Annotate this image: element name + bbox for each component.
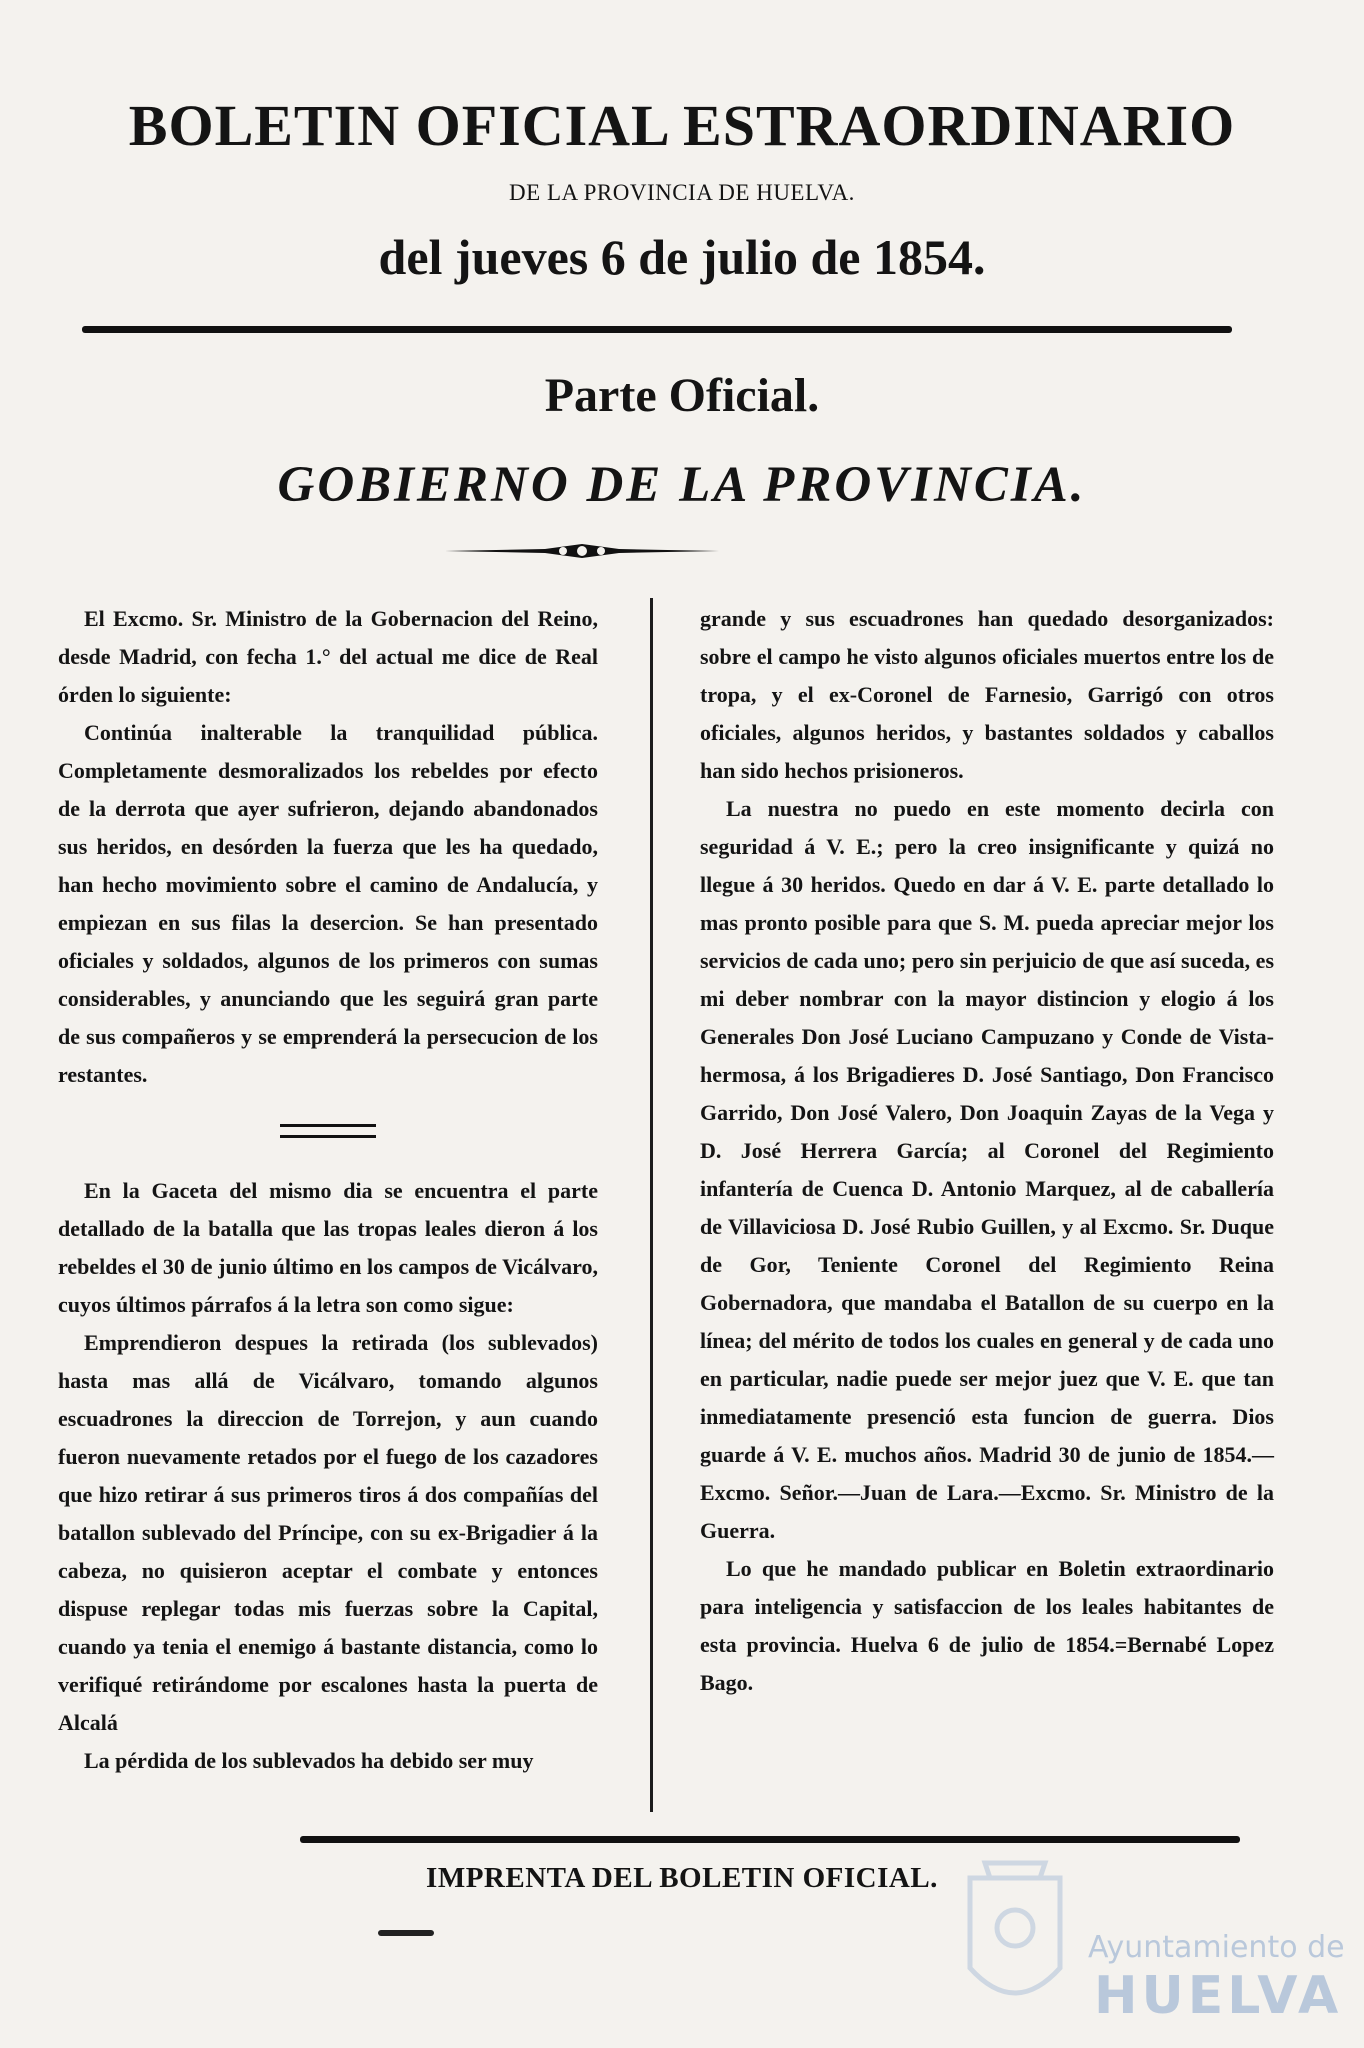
paragraph: La nuestra no puedo en este momento decirla con seguridad á V. E.; pero la creo insignificante y quizá no llegue á 30 heridos. Quedo en dar á V. E. parte detallado lo mas pronto posible para que S. M. pueda apreciar mejor los servicios de cada uno; pero sin perjuicio de que así suceda, es mi deber nombrar con la mayor distincion y elogio á los Generales Don José Luciano Campuzano y Conde de Vista-hermosa, á los Brigadieres D. José Santiago, Don Francisco Garrido, Don José Valero, Don Joaquin Zayas de la Vega y D. José Herrera García; al Coronel del Regimiento infantería de Cuenca D. Antonio Marquez, al de caballería de Villaviciosa D. José Rubio Guillen, y al Excmo. Sr. Duque de Gor, Teniente Coronel del Regimiento Reina Gobernadora, que mandaba el Batallon de su cuerpo en la línea; del mérito de todos los cuales en general y de cada uno en particular, nadie puede ser mejor juez que V. E. que tan inmediatamente presenció esta funcion de guerra. Dios guarde á V. E. muchos años. Madrid 30 de junio de 1854.—Excmo. Señor.—Juan de Lara.—Excmo. Sr. Ministro de la Guerra. [700, 796, 1274, 1543]
paragraph: Lo que he mandado publicar en Boletin extraordinario para inteligencia y satisfaccion de los leales habitantes de esta provincia. Huelva 6 de julio de 1854.=Bernabé Lopez Bago. [700, 1556, 1274, 1695]
tail-ornament [378, 1930, 434, 1936]
section-title: Parte Oficial. [544, 369, 820, 422]
watermark-line2: HUELVA [1094, 1966, 1343, 2026]
paragraph: En la Gaceta del mismo dia se encuentra el parte detallado de la batalla que las tropas leales dieron á los rebeldes el 30 de junio último en los campos de Vicálvaro, cuyos últimos párrafos á la letra son como sigue: [58, 1178, 598, 1317]
paragraph: La pérdida de los sublevados ha debido ser muy [84, 1748, 534, 1773]
left-column [58, 600, 598, 1780]
paragraph: Continúa inalterable la tranquilidad pública. Completamente desmoralizados los rebeldes por efecto de la derrota que ayer sufrieron, dejando abandonados sus heridos, en desórden la fuerza que les ha quedado, han hecho movimiento sobre el camino de Andalucía, y empiezan en sus filas la desercion. Se han presentado oficiales y soldados, algunos de los primeros con sumas considerables, y anunciando que les seguirá gran parte de sus compañeros y se emprenderá la persecucion de los restantes. [58, 720, 598, 1087]
column-separator [650, 598, 653, 1812]
bottom-divider-rule [300, 1836, 1240, 1843]
masthead-subtitle: DE LA PROVINCIA DE HUELVA. [509, 180, 855, 205]
right-column [700, 600, 1274, 1702]
masthead-date: del jueves 6 de julio de 1854. [378, 229, 986, 285]
watermark-line1: Ayuntamiento de [1088, 1930, 1345, 1965]
masthead-title: BOLETIN OFICIAL ESTRAORDINARIO [128, 93, 1236, 158]
top-divider-rule [82, 326, 1232, 333]
paragraph: El Excmo. Sr. Ministro de la Gobernacion del Reino, desde Madrid, con fecha 1.° del actual me dice de Real órden lo siguiente: [58, 606, 598, 707]
ornament-divider-icon [445, 540, 719, 562]
small-divider [280, 1124, 376, 1138]
imprint-line: IMPRENTA DEL BOLETIN OFICIAL. [426, 1862, 938, 1894]
paragraph: grande y sus escuadrones han quedado desorganizados: sobre el campo he visto algunos oficiales muertos entre los de tropa, y el ex-Coronel de Farnesio, Garrigó con otros oficiales, algunos heridos, y bastantes soldados y caballos han sido hechos prisioneros. [700, 606, 1274, 783]
paragraph: Emprendieron despues la retirada (los sublevados) hasta mas allá de Vicálvaro, tomando algunos escuadrones la direccion de Torrejon, y aun cuando fueron nuevamente retados por el fuego de los cazadores que hizo retirar á sus primeros tiros á dos compañías del batallon sublevado del Príncipe, con su ex-Brigadier á la cabeza, no quisieron aceptar el combate y entonces dispuse replegar todas mis fuerzas sobre la Capital, cuando ya tenia el enemigo á bastante distancia, como lo verifiqué retirándome por escalones hasta la puerta de Alcalá [58, 1330, 598, 1735]
section-subtitle: GOBIERNO DE LA PROVINCIA. [277, 457, 1087, 513]
